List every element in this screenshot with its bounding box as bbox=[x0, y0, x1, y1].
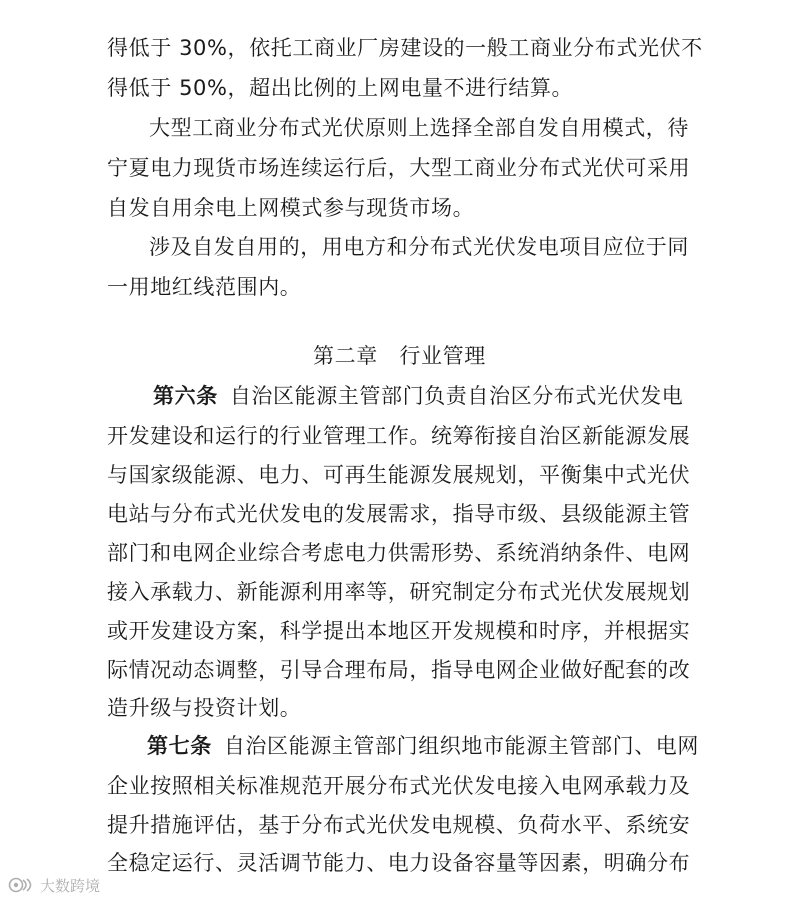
paragraph-line: 与国家级能源、电力、可再生能源发展规划，平衡集中式光伏 bbox=[107, 463, 691, 487]
article-6-label: 第六条 bbox=[153, 384, 218, 408]
article-7-text: 自治区能源主管部门组织地市能源主管部门、电网 bbox=[223, 734, 700, 758]
paragraph-line: 大型工商业分布式光伏原则上选择全部自发自用模式，待 bbox=[149, 116, 689, 140]
paragraph-line: 开发建设和运行的行业管理工作。统筹衔接自治区新能源发展 bbox=[107, 424, 691, 448]
paragraph-line: 得低于 30%，依托工商业厂房建设的一般工商业分布式光伏不 bbox=[107, 36, 703, 60]
paragraph-line: 提升措施评估，基于分布式光伏发电规模、负荷水平、系统安 bbox=[107, 813, 691, 837]
paragraph-line: 接入承载力、新能源利用率等，研究制定分布式光伏发展规划 bbox=[107, 580, 691, 604]
paragraph-line: 造升级与投资计划。 bbox=[107, 696, 302, 720]
article-6-text: 自治区能源主管部门负责自治区分布式光伏发电 bbox=[229, 384, 684, 408]
paragraph-line: 得低于 50%，超出比例的上网电量不进行结算。 bbox=[107, 76, 574, 100]
article-6-first-line bbox=[153, 381, 683, 411]
paragraph-line: 全稳定运行、灵活调节能力、电力设备容量等因素，明确分布 bbox=[107, 851, 691, 875]
paragraph-line: 企业按照相关标准规范开展分布式光伏发电接入电网承载力及 bbox=[107, 774, 691, 798]
paragraph-line: 部门和电网企业综合考虑电力供需形势、系统消纳条件、电网 bbox=[107, 541, 691, 565]
watermark-logo-icon bbox=[8, 876, 36, 894]
paragraph-line: 电站与分布式光伏发电的发展需求，指导市级、县级能源主管 bbox=[107, 502, 691, 526]
paragraph-line: 或开发建设方案，科学提出本地区开发规模和时序，并根据实 bbox=[107, 619, 691, 643]
paragraph-line: 际情况动态调整，引导合理布局，指导电网企业做好配套的改 bbox=[107, 658, 691, 682]
watermark bbox=[8, 873, 100, 897]
article-7-label: 第七条 bbox=[147, 734, 212, 758]
paragraph-line: 自发自用余电上网模式参与现货市场。 bbox=[107, 196, 475, 220]
paragraph-line: 宁夏电力现货市场连续运行后，大型工商业分布式光伏可采用 bbox=[107, 156, 691, 180]
paragraph-line: 一用地红线范围内。 bbox=[107, 275, 302, 299]
paragraph-line: 涉及自发自用的，用电方和分布式光伏发电项目应位于同 bbox=[149, 235, 689, 259]
chapter-heading: 第二章 行业管理 bbox=[313, 344, 486, 368]
watermark-text: 大数跨境 bbox=[40, 876, 101, 895]
article-7-first-line bbox=[147, 731, 699, 761]
